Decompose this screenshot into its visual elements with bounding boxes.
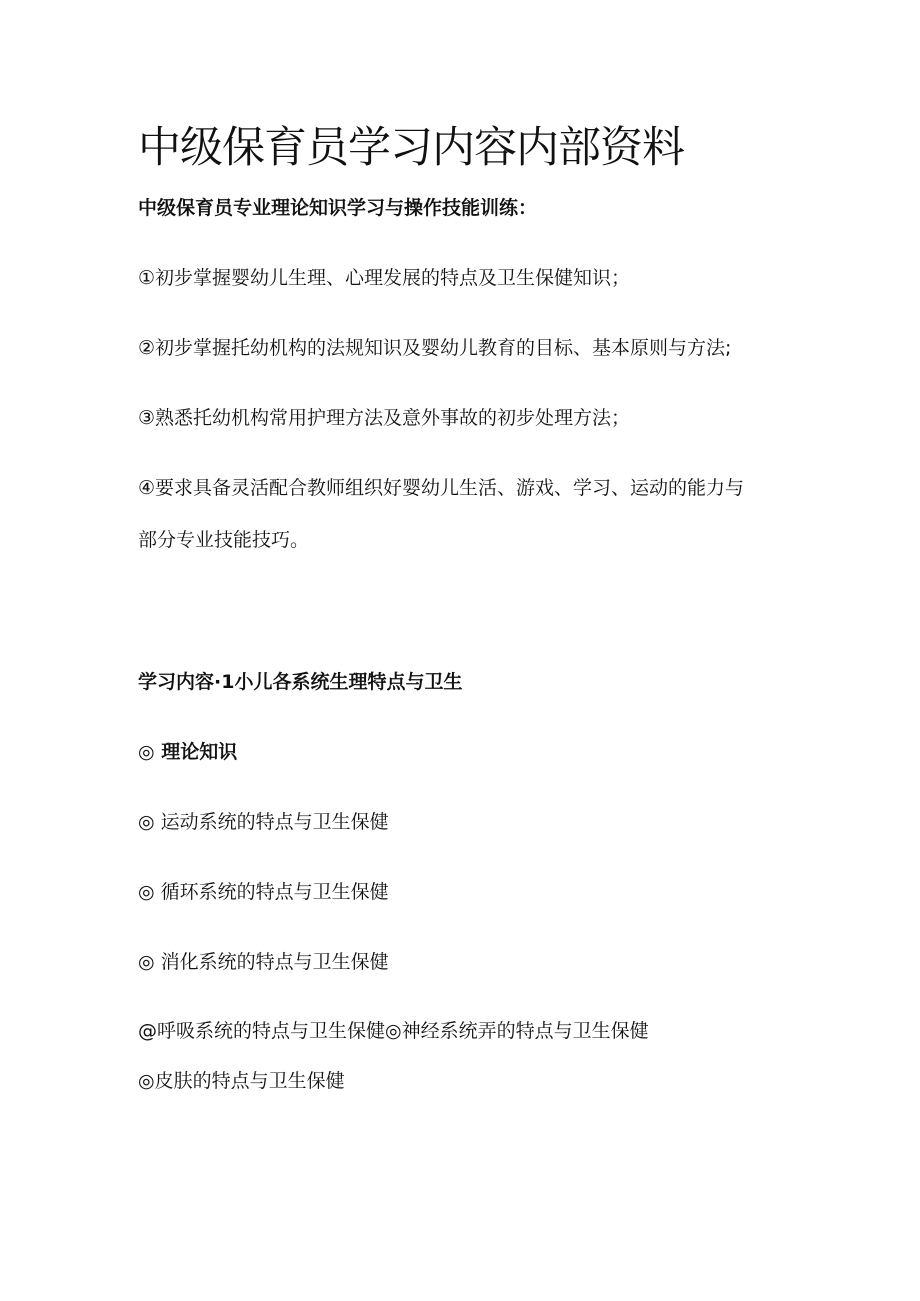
document-subtitle: 中级保育员专业理论知识学习与操作技能训练： (138, 197, 538, 219)
goal-item: ①初步掌握婴幼儿生理、心理发展的特点及卫生保健知识； (138, 267, 631, 289)
system-item: ◎皮肤的特点与卫生保健 (138, 1070, 345, 1092)
goal-item-continuation: 部分专业技能技巧。 (138, 529, 310, 551)
section-heading: 学习内容·1小儿各系统生理特点与卫生 (138, 671, 463, 693)
goal-item: ③熟悉托幼机构常用护理方法及意外事故的初步处理方法； (138, 407, 631, 429)
theory-heading: ◎ 理论知识 (138, 741, 238, 763)
system-item: ◎ 消化系统的特点与卫生保健 (138, 951, 389, 973)
goal-item: ②初步掌握托幼机构的法规知识及婴幼儿教育的目标、基本原则与方法; (138, 337, 732, 359)
system-item: @呼吸系统的特点与卫生保健◎神经系统弄的特点与卫生保健 (138, 1020, 649, 1042)
system-item: ◎ 运动系统的特点与卫生保健 (138, 811, 389, 833)
goal-item: ④要求具备灵活配合教师组织好婴幼儿生活、游戏、学习、运动的能力与 (138, 477, 745, 499)
system-item: ◎ 循环系统的特点与卫生保健 (138, 881, 389, 903)
document-title: 中级保育员学习内容内部资料 (138, 123, 684, 173)
